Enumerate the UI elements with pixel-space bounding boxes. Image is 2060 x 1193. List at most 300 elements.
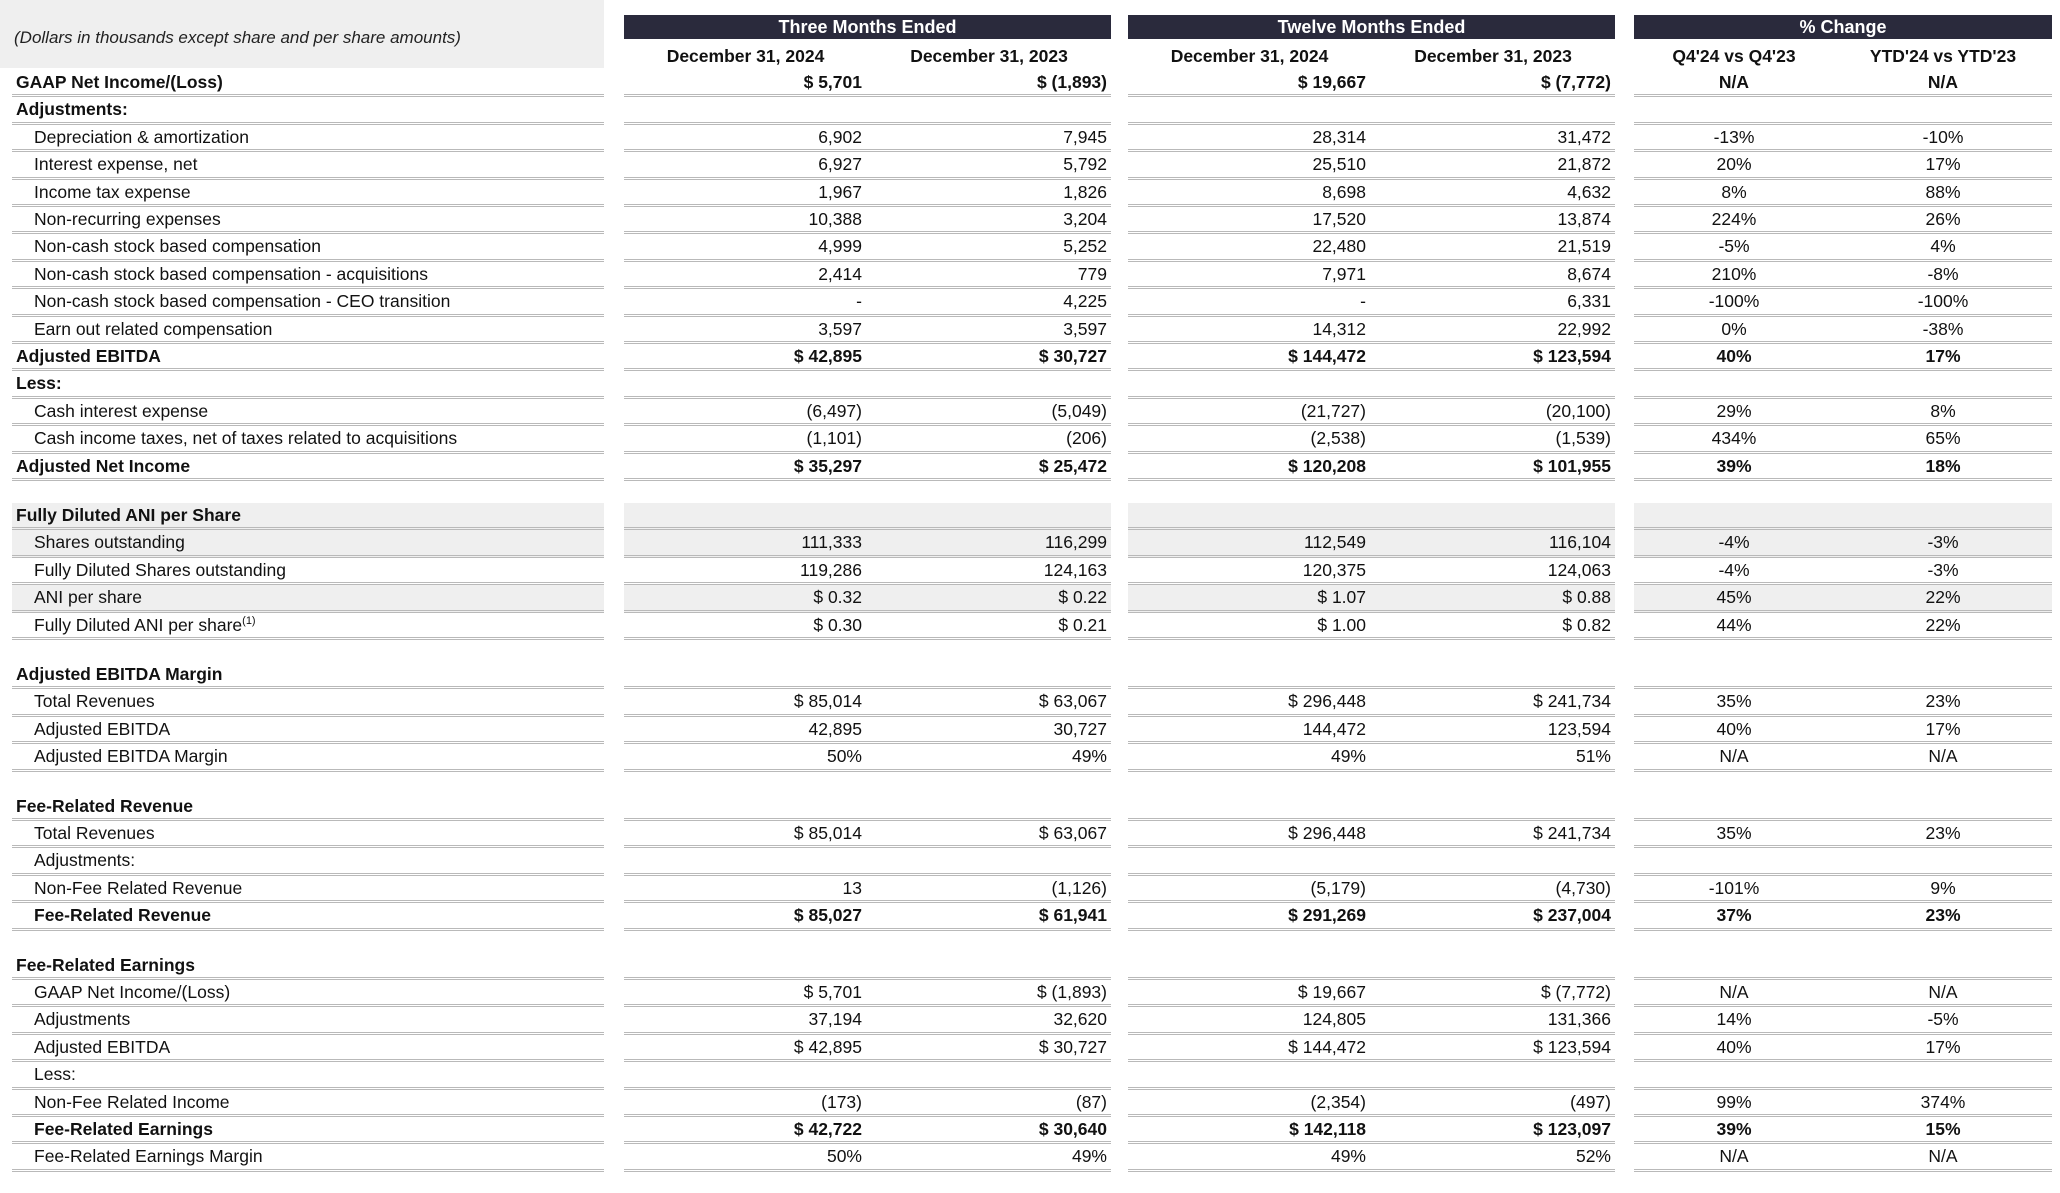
row-label-text: Less: bbox=[34, 1064, 76, 1085]
table-row bbox=[0, 717, 2060, 744]
value-cell: 1,967 bbox=[818, 181, 862, 202]
value-cell: 28,314 bbox=[1312, 126, 1366, 147]
value-cell: $ 144,472 bbox=[1288, 346, 1366, 366]
row-label-text: Fee-Related Earnings Margin bbox=[34, 1146, 263, 1167]
value-cell: $ 241,734 bbox=[1533, 823, 1611, 843]
value-cell: -3% bbox=[1927, 532, 1959, 553]
value-cell: $ 1.00 bbox=[1317, 614, 1366, 635]
value-cell: 31,472 bbox=[1557, 126, 1611, 147]
row-label-text: Cash income taxes, net of taxes related to acquisitions bbox=[34, 428, 458, 449]
value-cell: 40% bbox=[1716, 1036, 1752, 1057]
row-label-text: Fee-Related Earnings bbox=[16, 954, 195, 975]
value-cell: 224% bbox=[1711, 209, 1757, 229]
value-cell: $ 0.21 bbox=[1058, 614, 1107, 635]
table-row bbox=[0, 1035, 2060, 1062]
value-cell: 3,597 bbox=[818, 318, 862, 339]
value-cell: 44% bbox=[1716, 614, 1752, 635]
table-row bbox=[0, 207, 2060, 234]
value-cell: $ 0.30 bbox=[813, 614, 862, 635]
row-label-text: Shares outstanding bbox=[34, 532, 185, 553]
value-cell: 23% bbox=[1925, 823, 1961, 843]
value-cell: 49% bbox=[1071, 746, 1107, 767]
value-cell: (87) bbox=[1075, 1091, 1107, 1112]
value-cell: $ 42,895 bbox=[793, 1036, 862, 1057]
table-row bbox=[0, 903, 2060, 930]
row-label-text: Adjustments: bbox=[16, 99, 128, 120]
value-cell: 17% bbox=[1925, 346, 1961, 366]
row-label-text: Fee-Related Revenue bbox=[16, 795, 194, 816]
footnote-marker: (1) bbox=[242, 614, 256, 627]
value-cell: 49% bbox=[1330, 746, 1366, 767]
value-cell: $ 5,701 bbox=[803, 72, 862, 92]
value-cell: $ 61,941 bbox=[1038, 905, 1107, 926]
table-row bbox=[0, 530, 2060, 557]
row-label-text: Adjustments: bbox=[34, 850, 136, 871]
row-label-text: Earn out related compensation bbox=[34, 318, 273, 339]
value-cell: (206) bbox=[1066, 428, 1107, 449]
table-row bbox=[0, 689, 2060, 716]
value-cell: 6,331 bbox=[1567, 291, 1611, 312]
value-cell: 123,594 bbox=[1547, 718, 1611, 739]
table-row bbox=[0, 980, 2060, 1007]
col-header-fy-2023: December 31, 2023 bbox=[1414, 46, 1572, 66]
table-row bbox=[0, 794, 2060, 821]
table-row bbox=[0, 1007, 2060, 1034]
value-cell: 1,826 bbox=[1063, 181, 1107, 202]
table-row bbox=[0, 344, 2060, 371]
value-cell: -101% bbox=[1708, 877, 1760, 898]
value-cell: $ 241,734 bbox=[1533, 691, 1611, 712]
value-cell: $ 42,722 bbox=[793, 1119, 862, 1139]
value-cell: -4% bbox=[1718, 559, 1750, 580]
value-cell: -100% bbox=[1917, 291, 1969, 312]
row-label bbox=[34, 152, 197, 176]
row-label-text: Total Revenues bbox=[34, 691, 155, 712]
value-cell: 111,333 bbox=[801, 532, 862, 553]
value-cell: 22% bbox=[1925, 587, 1961, 608]
value-cell: (21,727) bbox=[1300, 400, 1366, 421]
value-cell: -5% bbox=[1718, 236, 1750, 257]
row-label-text: Adjusted EBITDA bbox=[34, 718, 171, 739]
value-cell: $ 144,472 bbox=[1288, 1036, 1366, 1057]
row-label bbox=[34, 689, 155, 713]
value-cell: 8,674 bbox=[1567, 263, 1611, 284]
row-label bbox=[34, 426, 457, 450]
value-cell: (1,539) bbox=[1555, 428, 1611, 449]
value-cell: 13,874 bbox=[1557, 209, 1611, 229]
row-label-text: Total Revenues bbox=[34, 823, 155, 843]
table-row bbox=[0, 613, 2060, 640]
row-label-text: Adjusted EBITDA Margin bbox=[16, 664, 223, 684]
row-label-text: Cash interest expense bbox=[34, 400, 209, 421]
row-label bbox=[34, 262, 428, 286]
row-label bbox=[34, 1090, 230, 1114]
table-row bbox=[0, 234, 2060, 261]
value-cell: 2,414 bbox=[818, 263, 862, 284]
row-label bbox=[16, 344, 161, 368]
col-header-q4-2024: December 31, 2024 bbox=[666, 46, 825, 66]
value-cell: $ 120,208 bbox=[1288, 455, 1366, 476]
value-cell: (1,101) bbox=[806, 428, 862, 449]
table-row bbox=[0, 876, 2060, 903]
value-cell: - bbox=[856, 291, 862, 312]
value-cell: (4,730) bbox=[1555, 877, 1611, 898]
twelve-months-header: Twelve Months Ended bbox=[1128, 15, 1615, 39]
table-row bbox=[0, 744, 2060, 771]
value-cell: 52% bbox=[1575, 1146, 1611, 1167]
value-cell: 374% bbox=[1920, 1091, 1966, 1112]
value-cell: (20,100) bbox=[1545, 400, 1611, 421]
value-cell: $ 101,955 bbox=[1533, 455, 1611, 476]
row-label-text: Fully Diluted ANI per share bbox=[34, 614, 243, 635]
row-label-text: Fully Diluted Shares outstanding bbox=[34, 559, 286, 580]
value-cell: 42,895 bbox=[808, 718, 862, 739]
value-cell: 21,872 bbox=[1557, 154, 1611, 175]
value-cell: 39% bbox=[1716, 1119, 1752, 1139]
row-label bbox=[34, 980, 230, 1004]
value-cell: 5,792 bbox=[1063, 154, 1107, 175]
row-label bbox=[34, 289, 450, 313]
value-cell: 4,225 bbox=[1063, 291, 1107, 312]
row-label-text: Income tax expense bbox=[34, 181, 191, 202]
row-label bbox=[34, 876, 242, 900]
table-row bbox=[0, 1144, 2060, 1171]
value-cell: 7,945 bbox=[1063, 126, 1107, 147]
value-cell: 3,204 bbox=[1063, 209, 1107, 229]
table-row bbox=[0, 152, 2060, 179]
value-cell: 50% bbox=[826, 746, 862, 767]
value-cell: 40% bbox=[1716, 718, 1752, 739]
table-row bbox=[0, 317, 2060, 344]
row-divider bbox=[12, 928, 604, 931]
value-cell: 8% bbox=[1721, 181, 1747, 202]
value-cell: 22% bbox=[1925, 614, 1961, 635]
value-cell: 29% bbox=[1716, 400, 1752, 421]
value-cell: $ 35,297 bbox=[793, 455, 862, 476]
row-label bbox=[16, 662, 222, 686]
value-cell: N/A bbox=[1718, 72, 1750, 92]
row-divider bbox=[1128, 769, 1615, 772]
value-cell: 116,299 bbox=[1045, 532, 1107, 553]
value-cell: N/A bbox=[1928, 746, 1958, 767]
value-cell: N/A bbox=[1719, 982, 1749, 1002]
value-cell: $ 25,472 bbox=[1038, 455, 1107, 476]
value-cell: 7,971 bbox=[1322, 263, 1366, 284]
value-cell: -3% bbox=[1927, 559, 1959, 580]
row-label-text: Adjusted EBITDA bbox=[16, 346, 161, 366]
row-label bbox=[16, 794, 193, 818]
row-label bbox=[34, 180, 191, 204]
row-divider bbox=[624, 637, 1111, 640]
table-row bbox=[0, 585, 2060, 612]
value-cell: $ 30,727 bbox=[1038, 1036, 1107, 1057]
row-label bbox=[34, 1144, 263, 1168]
row-label-text: Non-cash stock based compensation bbox=[34, 236, 321, 257]
value-cell: $ 1.07 bbox=[1317, 587, 1366, 608]
row-label-text: Non-cash stock based compensation - CEO transition bbox=[34, 291, 451, 312]
value-cell: 49% bbox=[1330, 1146, 1366, 1167]
value-cell: -8% bbox=[1927, 263, 1959, 284]
row-label bbox=[16, 70, 223, 94]
value-cell: 3,597 bbox=[1063, 318, 1107, 339]
row-label-text: Fee-Related Revenue bbox=[34, 905, 212, 926]
row-label bbox=[34, 744, 228, 768]
value-cell: 30,727 bbox=[1053, 718, 1107, 739]
table-row bbox=[0, 125, 2060, 152]
value-cell: -100% bbox=[1708, 291, 1760, 312]
col-header-q-change: Q4'24 vs Q4'23 bbox=[1672, 46, 1796, 66]
value-cell: (497) bbox=[1570, 1091, 1611, 1112]
value-cell: 49% bbox=[1071, 1146, 1107, 1167]
value-cell: 65% bbox=[1925, 428, 1961, 449]
value-cell: N/A bbox=[1928, 982, 1958, 1002]
row-divider bbox=[624, 1169, 1111, 1172]
row-divider bbox=[1128, 478, 1615, 481]
value-cell: 37,194 bbox=[808, 1009, 862, 1030]
row-label bbox=[34, 558, 286, 582]
row-label-text: Adjusted EBITDA bbox=[34, 1036, 171, 1057]
table-row bbox=[0, 1062, 2060, 1089]
value-cell: 15% bbox=[1925, 1119, 1961, 1139]
col-header-fy-2024: December 31, 2024 bbox=[1170, 46, 1329, 66]
value-cell: $ 123,097 bbox=[1533, 1119, 1611, 1139]
value-cell: 6,927 bbox=[818, 154, 862, 175]
value-cell: 37% bbox=[1716, 905, 1752, 926]
row-label bbox=[16, 97, 128, 121]
table-row bbox=[0, 662, 2060, 689]
row-label-text: Depreciation & amortization bbox=[34, 126, 249, 147]
row-label-text: Fully Diluted ANI per Share bbox=[16, 505, 241, 525]
row-label-text: Adjustments bbox=[34, 1009, 131, 1030]
value-cell: 5,252 bbox=[1063, 236, 1107, 257]
value-cell: 40% bbox=[1716, 346, 1752, 366]
value-cell: (2,538) bbox=[1310, 428, 1366, 449]
value-cell: 0% bbox=[1721, 318, 1747, 339]
value-cell: $ 0.82 bbox=[1562, 614, 1611, 635]
value-cell: 4% bbox=[1930, 236, 1956, 257]
value-cell: 22,992 bbox=[1557, 318, 1611, 339]
value-cell: 116,104 bbox=[1549, 532, 1611, 553]
value-cell: $ 85,014 bbox=[793, 691, 862, 712]
value-cell: 779 bbox=[1077, 263, 1107, 284]
value-cell: 23% bbox=[1925, 905, 1961, 926]
row-label bbox=[34, 317, 272, 341]
row-label bbox=[16, 503, 241, 527]
value-cell: $ (1,893) bbox=[1036, 982, 1107, 1002]
value-cell: $ 63,067 bbox=[1038, 691, 1107, 712]
value-cell: $ 0.22 bbox=[1058, 587, 1107, 608]
row-divider bbox=[1634, 769, 2052, 772]
row-label bbox=[34, 903, 211, 927]
table-row bbox=[0, 180, 2060, 207]
value-cell: $ 85,027 bbox=[793, 905, 862, 926]
value-cell: 20% bbox=[1716, 154, 1752, 175]
row-label-text: ANI per share bbox=[34, 587, 142, 608]
table-row bbox=[0, 558, 2060, 585]
value-cell: (2,354) bbox=[1310, 1091, 1366, 1112]
value-cell: 25,510 bbox=[1312, 154, 1366, 175]
value-cell: 50% bbox=[826, 1146, 862, 1167]
value-cell: 6,902 bbox=[818, 126, 862, 147]
value-cell: 4,999 bbox=[818, 236, 862, 257]
units-note: (Dollars in thousands except share and per share amounts) bbox=[14, 28, 461, 47]
value-cell: $ 291,269 bbox=[1288, 905, 1366, 926]
value-cell: N/A bbox=[1928, 1146, 1958, 1167]
row-divider bbox=[624, 928, 1111, 931]
value-cell: $ 42,895 bbox=[793, 346, 862, 366]
table-row bbox=[0, 848, 2060, 875]
value-cell: 434% bbox=[1711, 428, 1757, 449]
value-cell: 17,520 bbox=[1312, 209, 1366, 229]
value-cell: 17% bbox=[1925, 718, 1961, 739]
value-cell: -4% bbox=[1718, 532, 1750, 553]
row-label-text: Interest expense, net bbox=[34, 154, 198, 175]
value-cell: (1,126) bbox=[1051, 877, 1107, 898]
col-header-ytd-change: YTD'24 vs YTD'23 bbox=[1869, 46, 2017, 66]
value-cell: $ 19,667 bbox=[1297, 72, 1366, 92]
row-divider bbox=[1634, 928, 2052, 931]
value-cell: 22,480 bbox=[1312, 236, 1366, 257]
value-cell: -5% bbox=[1927, 1009, 1959, 1030]
value-cell: N/A bbox=[1927, 72, 1959, 92]
row-label bbox=[34, 1035, 170, 1059]
value-cell: 23% bbox=[1925, 691, 1961, 712]
row-divider bbox=[624, 769, 1111, 772]
table-row bbox=[0, 70, 2060, 97]
row-divider bbox=[12, 769, 604, 772]
value-cell: $ (1,893) bbox=[1036, 72, 1107, 92]
value-cell: N/A bbox=[1719, 1146, 1749, 1167]
value-cell: 124,163 bbox=[1043, 559, 1107, 580]
table-row bbox=[0, 454, 2060, 481]
value-cell: 13 bbox=[842, 877, 862, 898]
row-label-text: Non-Fee Related Revenue bbox=[34, 877, 243, 898]
value-cell: 45% bbox=[1716, 587, 1752, 608]
value-cell: 144,472 bbox=[1302, 718, 1366, 739]
row-label bbox=[34, 1117, 213, 1141]
value-cell: 112,549 bbox=[1304, 532, 1366, 553]
value-cell: $ 123,594 bbox=[1533, 1036, 1611, 1057]
value-cell: -38% bbox=[1922, 318, 1964, 339]
value-cell: 51% bbox=[1575, 746, 1611, 767]
value-cell: (5,179) bbox=[1310, 877, 1366, 898]
table-row bbox=[0, 503, 2060, 530]
table-row bbox=[0, 1090, 2060, 1117]
row-label bbox=[34, 848, 135, 872]
row-label bbox=[16, 454, 190, 478]
row-divider bbox=[624, 478, 1111, 481]
table-row bbox=[0, 97, 2060, 124]
value-cell: 131,366 bbox=[1547, 1009, 1611, 1030]
value-cell: 32,620 bbox=[1053, 1009, 1107, 1030]
value-cell: $ 142,118 bbox=[1289, 1119, 1366, 1139]
value-cell: 35% bbox=[1716, 823, 1752, 843]
table-row bbox=[0, 289, 2060, 316]
row-label bbox=[34, 125, 249, 149]
value-cell: 21,519 bbox=[1557, 236, 1611, 257]
row-label bbox=[34, 613, 256, 637]
row-label-text: Adjusted EBITDA Margin bbox=[34, 746, 228, 767]
value-cell: 99% bbox=[1716, 1091, 1752, 1112]
value-cell: $ 237,004 bbox=[1533, 905, 1611, 926]
col-header-q4-2023: December 31, 2023 bbox=[910, 46, 1068, 66]
row-label bbox=[16, 371, 62, 395]
row-divider bbox=[1128, 637, 1615, 640]
value-cell: 39% bbox=[1716, 455, 1752, 476]
value-cell: $ 296,448 bbox=[1288, 823, 1366, 843]
table-row bbox=[0, 262, 2060, 289]
value-cell: 88% bbox=[1925, 181, 1961, 202]
table-row bbox=[0, 426, 2060, 453]
value-cell: $ 0.32 bbox=[813, 587, 862, 608]
row-label-text: Non-Fee Related Income bbox=[34, 1091, 230, 1112]
value-cell: 9% bbox=[1930, 877, 1956, 898]
value-cell: $ 0.88 bbox=[1562, 587, 1611, 608]
row-divider bbox=[1128, 1169, 1615, 1172]
row-label-text: Non-cash stock based compensation - acquisitions bbox=[34, 263, 428, 284]
row-label bbox=[34, 207, 221, 231]
row-divider bbox=[12, 637, 604, 640]
table-row bbox=[0, 399, 2060, 426]
row-label-text: Non-recurring expenses bbox=[34, 209, 221, 229]
value-cell: $ (7,772) bbox=[1540, 982, 1611, 1002]
value-cell: 10,388 bbox=[808, 209, 862, 229]
value-cell: 18% bbox=[1925, 455, 1961, 476]
row-label bbox=[34, 821, 155, 845]
value-cell: 14% bbox=[1716, 1009, 1752, 1030]
value-cell: 4,632 bbox=[1567, 181, 1611, 202]
row-divider bbox=[12, 1169, 604, 1172]
row-divider bbox=[1634, 637, 2052, 640]
row-label bbox=[16, 953, 195, 977]
value-cell: 14,312 bbox=[1312, 318, 1366, 339]
value-cell: 8% bbox=[1930, 400, 1956, 421]
value-cell: 124,805 bbox=[1302, 1009, 1366, 1030]
value-cell: $ 19,667 bbox=[1297, 982, 1366, 1002]
table-row bbox=[0, 953, 2060, 980]
value-cell: $ 30,640 bbox=[1038, 1119, 1107, 1139]
value-cell: N/A bbox=[1719, 746, 1749, 767]
row-label bbox=[34, 1007, 130, 1031]
row-label bbox=[34, 399, 208, 423]
value-cell: - bbox=[1360, 291, 1366, 312]
value-cell: 120,375 bbox=[1302, 559, 1366, 580]
row-divider bbox=[1634, 1169, 2052, 1172]
value-cell: $ 5,701 bbox=[803, 982, 862, 1002]
row-label bbox=[34, 530, 185, 554]
value-cell: (173) bbox=[821, 1091, 862, 1112]
value-cell: 35% bbox=[1716, 691, 1752, 712]
row-divider bbox=[1128, 928, 1615, 931]
row-label-text: Adjusted Net Income bbox=[16, 455, 191, 476]
value-cell: $ 30,727 bbox=[1038, 346, 1107, 366]
row-label-text: GAAP Net Income/(Loss) bbox=[34, 982, 231, 1002]
table-row bbox=[0, 821, 2060, 848]
value-cell: -10% bbox=[1922, 126, 1964, 147]
value-cell: 26% bbox=[1925, 209, 1961, 229]
row-label-text: GAAP Net Income/(Loss) bbox=[16, 72, 223, 92]
value-cell: (5,049) bbox=[1051, 400, 1107, 421]
row-label bbox=[34, 234, 321, 258]
value-cell: 8,698 bbox=[1322, 181, 1366, 202]
value-cell: 17% bbox=[1925, 154, 1961, 175]
row-label bbox=[34, 585, 142, 609]
row-label-text: Less: bbox=[16, 373, 62, 394]
row-label bbox=[34, 717, 170, 741]
value-cell: 119,286 bbox=[800, 559, 862, 580]
value-cell: 17% bbox=[1925, 1036, 1961, 1057]
value-cell: $ (7,772) bbox=[1540, 72, 1611, 92]
